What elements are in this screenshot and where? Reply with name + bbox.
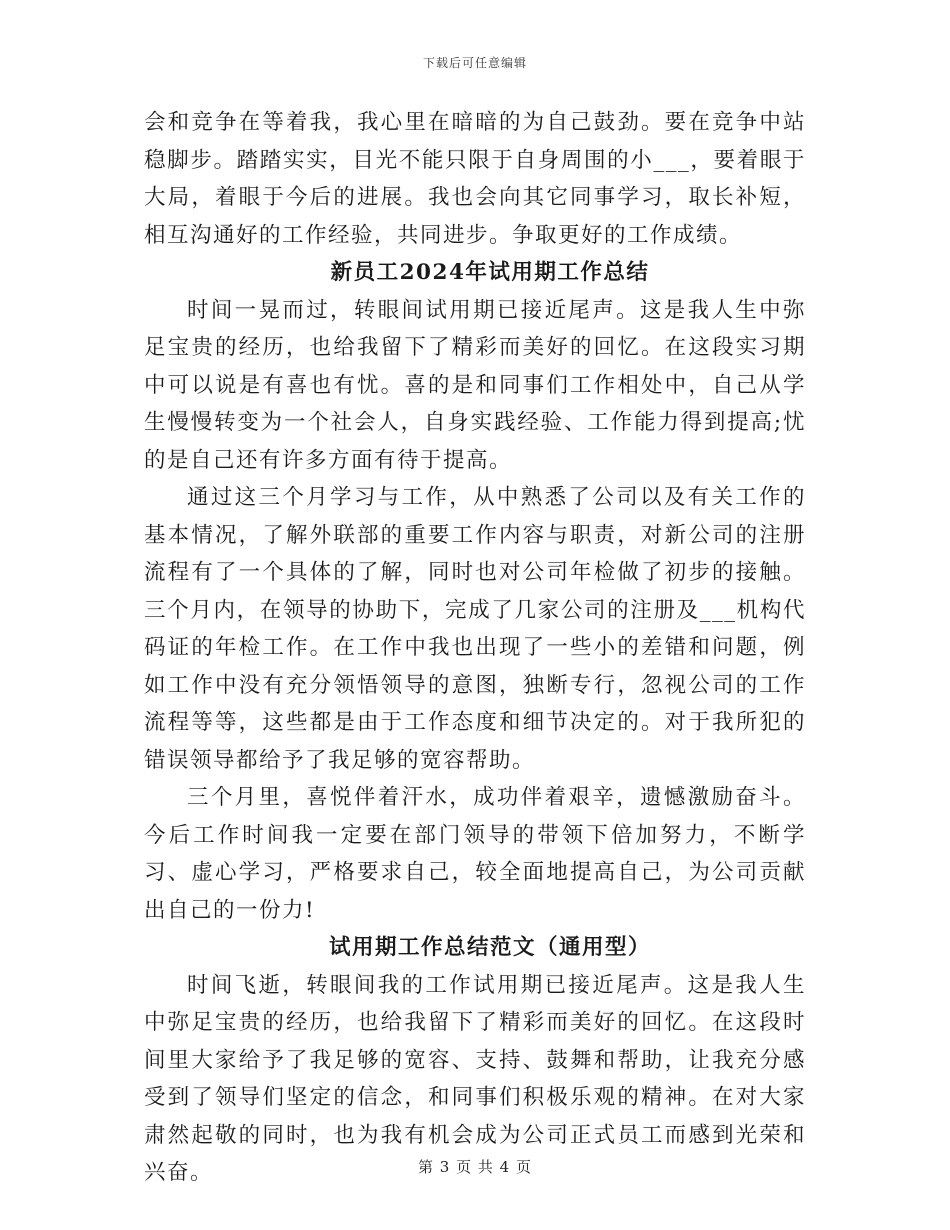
page-number: 第 3 页 共 4 页 — [418, 1158, 532, 1176]
paragraph: 三个月里，喜悦伴着汗水，成功伴着艰辛，遗憾激励奋斗。今后工作时间我一定要在部门领导的带领下倍加努力，不断学习、虚心学习，严格要求自己，较全面地提高自己，为公司贡献出自己的一份力! — [144, 785, 806, 923]
section-title-new-employee-summary: 新员工2024年试用期工作总结 — [330, 260, 650, 285]
document-body — [144, 104, 806, 1192]
paragraph: 时间一晃而过，转眼间试用期已接近尾声。这是我人生中弥足宝贵的经历，也给我留下了精彩而美好的回忆。在这段实习期中可以说是有喜也有忧。喜的是和同事们工作相处中，自己从学生慢慢转变为一个社会人，自身实践经验、工作能力得到提高;忧的是自己还有许多方面有待于提高。 — [144, 297, 806, 473]
section-title-probation-template: 试用期工作总结范文（通用型） — [328, 935, 651, 960]
paragraph: 通过这三个月学习与工作，从中熟悉了公司以及有关工作的基本情况，了解外联部的重要工作内容与职责，对新公司的注册流程有了一个具体的了解，同时也对公司年检做了初步的接触。三个月内，在领导的协助下，完成了几家公司的注册及___机构代码证的年检工作。在工作中我也出现了一些小的差错和问题，例如工作中没有充分领悟领导的意图，独断专行，忽视公司的工作流程等等，这些都是由于工作态度和细节决定的。对于我所犯的错误领导都给予了我足够的宽容帮助。 — [144, 485, 806, 773]
paragraph: 时间飞逝，转眼间我的工作试用期已接近尾声。这是我人生中弥足宝贵的经历，也给我留下了精彩而美好的回忆。在这段时间里大家给予了我足够的宽容、支持、鼓舞和帮助，让我充分感受到了领导们坚定的信念，和同事们积极乐观的精神。在对大家肃然起敬的同时，也为我有机会成为公司正式员工而感到光荣和兴奋。 — [144, 972, 806, 1185]
page-header-note: 下载后可任意编辑 — [422, 56, 527, 70]
continued-paragraph: 会和竞争在等着我，我心里在暗暗的为自己鼓劲。要在竞争中站稳脚步。踏踏实实，目光不能只限于自身周围的小___，要着眼于大局，着眼于今后的进展。我也会向其它同事学习，取长补短，相互沟通好的工作经验，共同进步。争取更好的工作成绩。 — [144, 110, 806, 248]
